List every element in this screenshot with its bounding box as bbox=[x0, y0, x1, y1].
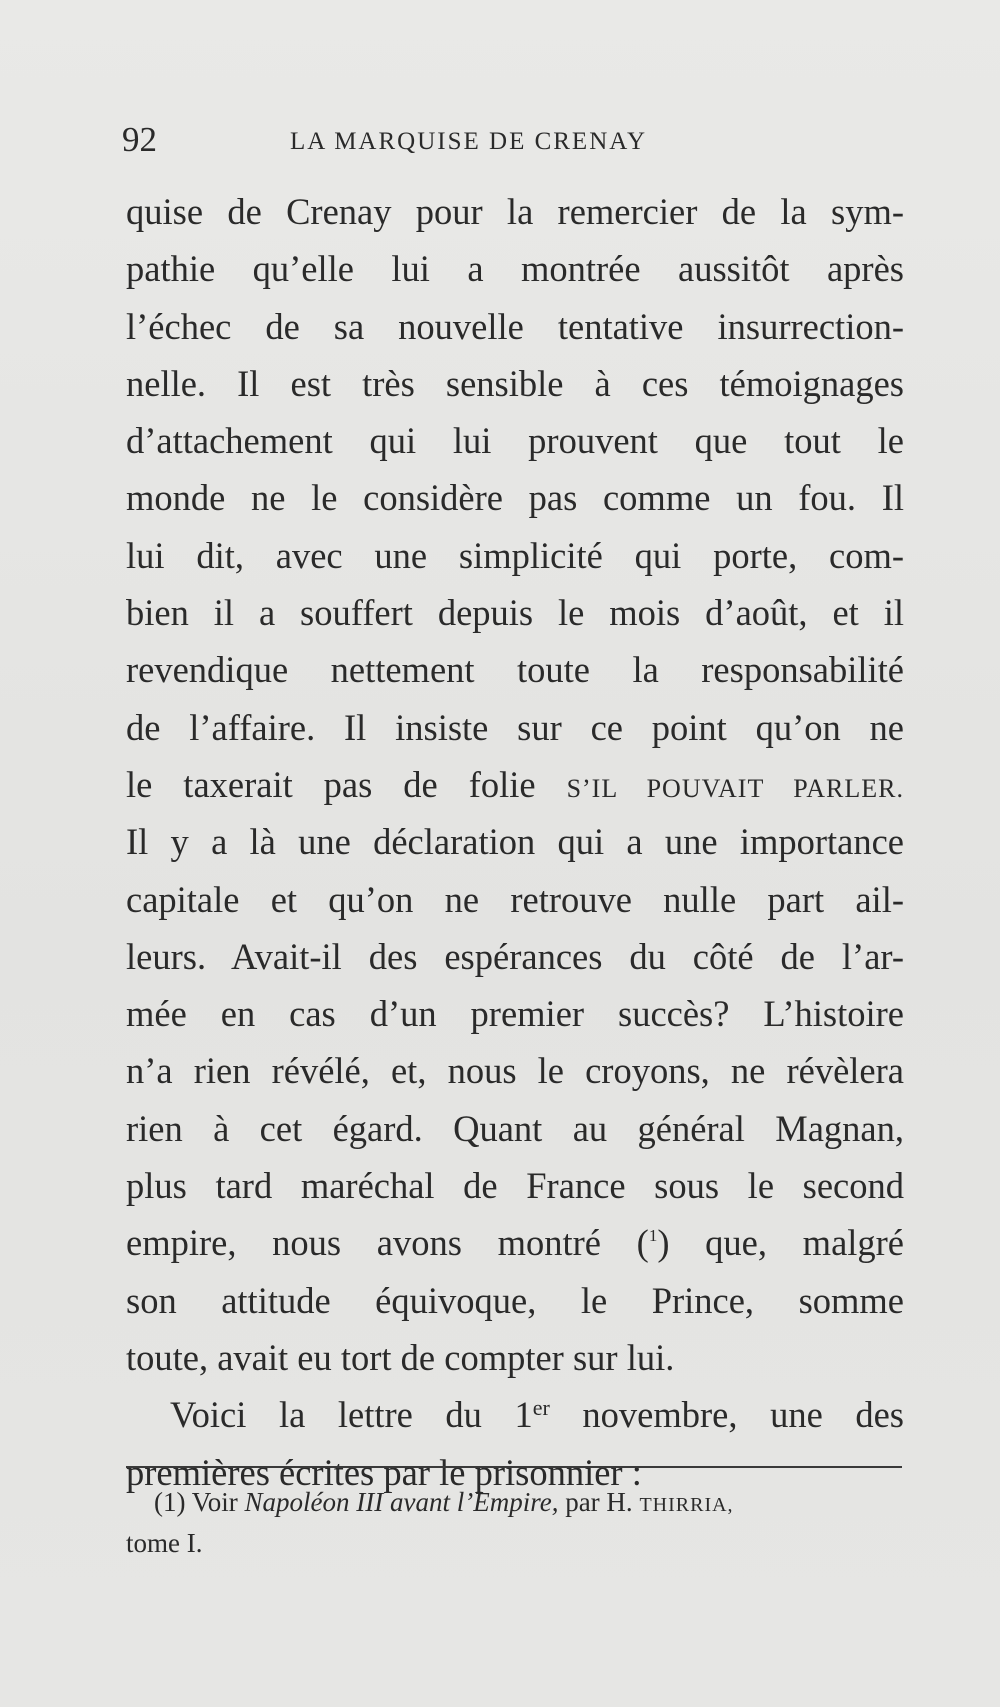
ordinal-suffix: er bbox=[532, 1395, 550, 1421]
text-line: leurs. Avait-il des espérances du côté de l’ar- bbox=[126, 935, 904, 977]
text-line: nelle. Il est très sensible à ces témoignages bbox=[126, 362, 904, 404]
text-line: premières écrites par le prisonnier : bbox=[126, 1451, 642, 1493]
text-line: d’attachement qui lui prouvent que tout le bbox=[126, 420, 904, 462]
footnote-separator bbox=[126, 1466, 902, 1468]
footnote-reference-number: 1 bbox=[648, 1226, 658, 1246]
text-line: Il y a là une déclaration qui a une importance bbox=[126, 821, 904, 863]
running-head bbox=[122, 118, 902, 162]
text-segment: le taxerait pas de folie bbox=[126, 763, 536, 805]
text-line: monde ne le considère pas comme un fou. Il bbox=[126, 477, 904, 519]
small-caps-phrase: S’IL POUVAIT PARLER. bbox=[566, 773, 905, 803]
footnote-author: THIRRIA, bbox=[639, 1494, 734, 1516]
text-line-with-note-reference bbox=[126, 1214, 904, 1271]
footnote-line bbox=[126, 1483, 906, 1524]
text-line: plus tard maréchal de France sous le second bbox=[126, 1165, 904, 1207]
footnote-line: tome I. bbox=[126, 1528, 203, 1558]
text-segment: empire, nous avons montré bbox=[126, 1222, 601, 1264]
text-line: capitale et qu’on ne retrouve nulle part ail- bbox=[126, 878, 904, 920]
text-line: toute, avait eu tort de compter sur lui. bbox=[126, 1336, 675, 1378]
text-line: l’échec de sa nouvelle tentative insurrection- bbox=[126, 305, 904, 347]
body-text bbox=[126, 183, 904, 1501]
footnote-reference: ($^1$) bbox=[636, 1222, 670, 1264]
text-line-with-ordinal bbox=[126, 1386, 904, 1443]
footnote-book-title: Napoléon III avant l’Empire, bbox=[244, 1487, 559, 1517]
text-line: quise de Crenay pour la remercier de la sym- bbox=[126, 191, 904, 232]
footnote-marker: (1) bbox=[154, 1487, 186, 1517]
footnote bbox=[126, 1483, 906, 1562]
text-line: n’a rien révélé, et, nous le croyons, ne révèlera bbox=[126, 1050, 904, 1092]
text-line: revendique nettement toute la responsabilité bbox=[126, 649, 904, 691]
text-line: bien il a souffert depuis le mois d’août, et il bbox=[126, 592, 904, 634]
text-segment: Voici la lettre du 1 bbox=[170, 1394, 533, 1436]
text-line: rien à cet égard. Quant au général Magnan, bbox=[126, 1107, 904, 1149]
text-segment: novembre, une des bbox=[582, 1394, 904, 1436]
text-line-with-small-caps bbox=[126, 756, 904, 813]
footnote-text: par H. bbox=[565, 1487, 633, 1517]
text-line: de l’affaire. Il insiste sur ce point qu’on ne bbox=[126, 706, 904, 748]
text-line: pathie qu’elle lui a montrée aussitôt après bbox=[126, 248, 904, 290]
page-number: 92 bbox=[122, 120, 157, 159]
running-title: LA MARQUISE DE CRENAY bbox=[290, 128, 648, 155]
footnote-text: Voir bbox=[191, 1487, 238, 1517]
text-line: lui dit, avec une simplicité qui porte, com- bbox=[126, 534, 904, 576]
text-line: mée en cas d’un premier succès? L’histoire bbox=[126, 993, 904, 1035]
text-line: son attitude équivoque, le Prince, somme bbox=[126, 1279, 904, 1321]
text-segment: que, malgré bbox=[705, 1222, 905, 1264]
